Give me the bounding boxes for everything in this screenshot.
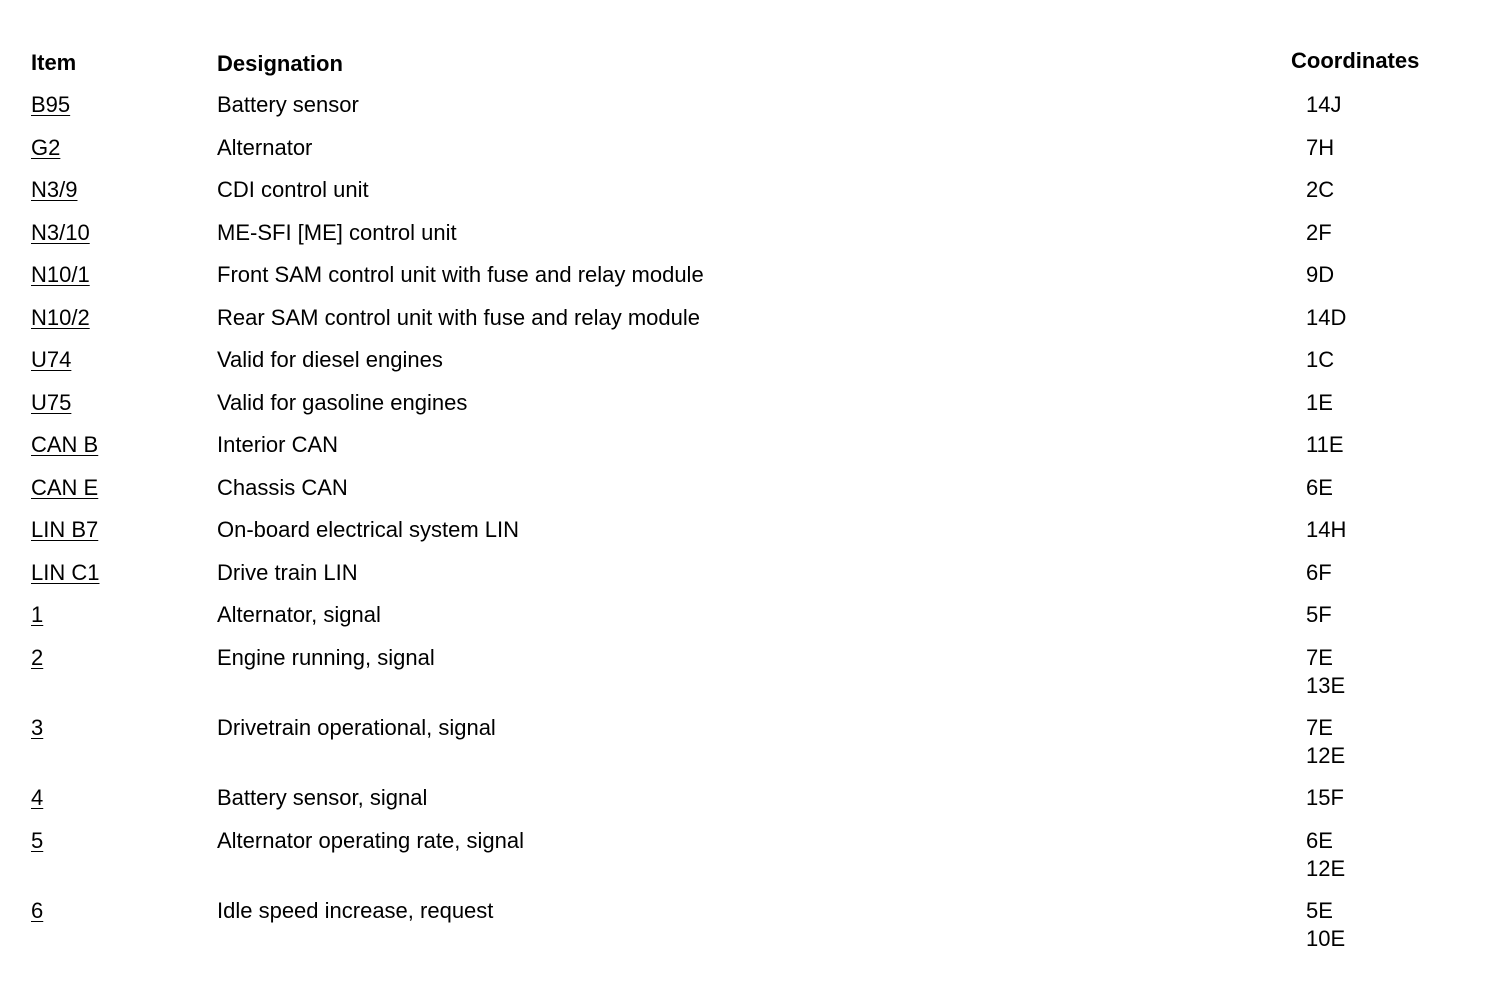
coordinate-value: 6F [1306, 560, 1332, 585]
coordinate-value: 14H [1306, 517, 1347, 542]
item-link[interactable]: G2 [31, 135, 61, 160]
item-link[interactable]: N10/2 [31, 305, 90, 330]
coordinate-value: 15F [1306, 785, 1344, 810]
coordinates-cell [1306, 474, 1333, 502]
designation-text: Alternator operating rate, signal [217, 828, 524, 853]
item-link[interactable]: 4 [31, 785, 44, 810]
designation-text: Front SAM control unit with fuse and relay module [217, 262, 704, 287]
coordinate-value: 14D [1306, 305, 1347, 330]
item-link[interactable]: LIN C1 [31, 560, 100, 585]
item-link[interactable]: CAN E [31, 475, 99, 500]
coordinate-value: 6E [1306, 475, 1333, 500]
coordinate-value: 14J [1306, 92, 1342, 117]
item-link[interactable]: B95 [31, 92, 71, 117]
coordinate-value: 2C [1306, 177, 1335, 202]
item-link[interactable]: 6 [31, 898, 44, 923]
coordinate-value: 2F [1306, 220, 1332, 245]
coordinates-cell [1306, 176, 1334, 204]
coordinates-cell [1306, 784, 1344, 812]
coordinate-value: 7E [1306, 715, 1333, 740]
coordinates-cell [1306, 134, 1334, 162]
item-link[interactable]: 5 [31, 828, 44, 853]
coordinates-cell [1306, 516, 1346, 544]
item-link[interactable]: U74 [31, 347, 72, 372]
designation-text: Drive train LIN [217, 560, 358, 585]
coordinates-cell [1306, 644, 1345, 700]
item-link[interactable]: U75 [31, 390, 72, 415]
designation-text: Alternator [217, 135, 313, 160]
header-coordinates: Coordinates [1291, 48, 1420, 73]
header-designation: Designation [217, 51, 343, 76]
designation-text: Interior CAN [217, 432, 339, 457]
item-link[interactable]: 1 [31, 602, 44, 627]
header-item: Item [31, 50, 77, 75]
designation-text: Valid for gasoline engines [217, 390, 468, 415]
item-link[interactable]: 2 [31, 645, 44, 670]
coordinate-value: 11E [1306, 432, 1344, 457]
designation-text: Engine running, signal [217, 645, 435, 670]
designation-text: Alternator, signal [217, 602, 381, 627]
coordinates-cell [1306, 827, 1345, 883]
designation-text: Chassis CAN [217, 475, 348, 500]
coordinates-cell [1306, 219, 1332, 247]
item-link[interactable]: CAN B [31, 432, 99, 457]
designation-text: Battery sensor [217, 92, 359, 117]
coordinate-value: 7H [1306, 135, 1335, 160]
coordinates-cell [1306, 346, 1334, 374]
coordinate-value: 5E [1306, 898, 1333, 923]
designation-text: Drivetrain operational, signal [217, 715, 496, 740]
coordinate-value: 1C [1306, 347, 1335, 372]
item-link[interactable]: N3/9 [31, 177, 78, 202]
item-link[interactable]: 3 [31, 715, 44, 740]
coordinates-cell [1306, 897, 1345, 953]
coordinates-cell [1306, 261, 1334, 289]
item-link[interactable]: N3/10 [31, 220, 90, 245]
coordinate-value: 9D [1306, 262, 1335, 287]
coordinate-value: 10E [1306, 926, 1346, 951]
coordinate-value: 1E [1306, 390, 1333, 415]
coordinate-value: 13E [1306, 673, 1346, 698]
designation-text: CDI control unit [217, 177, 369, 202]
designation-text: On-board electrical system LIN [217, 517, 519, 542]
item-link[interactable]: LIN B7 [31, 517, 99, 542]
coordinate-value: 5F [1306, 602, 1332, 627]
item-link[interactable]: N10/1 [31, 262, 90, 287]
coordinates-cell [1306, 91, 1341, 119]
coordinate-value: 12E [1306, 856, 1346, 881]
designation-text: Battery sensor, signal [217, 785, 428, 810]
designation-text: ME-SFI [ME] control unit [217, 220, 457, 245]
coordinates-cell [1306, 601, 1332, 629]
coordinate-value: 12E [1306, 743, 1346, 768]
coordinates-cell [1306, 559, 1332, 587]
designation-text: Idle speed increase, request [217, 898, 494, 923]
coordinates-cell [1306, 431, 1344, 459]
coordinates-cell [1306, 714, 1345, 770]
coordinate-value: 6E [1306, 828, 1333, 853]
designation-text: Rear SAM control unit with fuse and relay module [217, 305, 701, 330]
designation-text: Valid for diesel engines [217, 347, 443, 372]
coordinates-cell [1306, 304, 1346, 332]
coordinates-cell [1306, 389, 1333, 417]
coordinate-value: 7E [1306, 645, 1333, 670]
